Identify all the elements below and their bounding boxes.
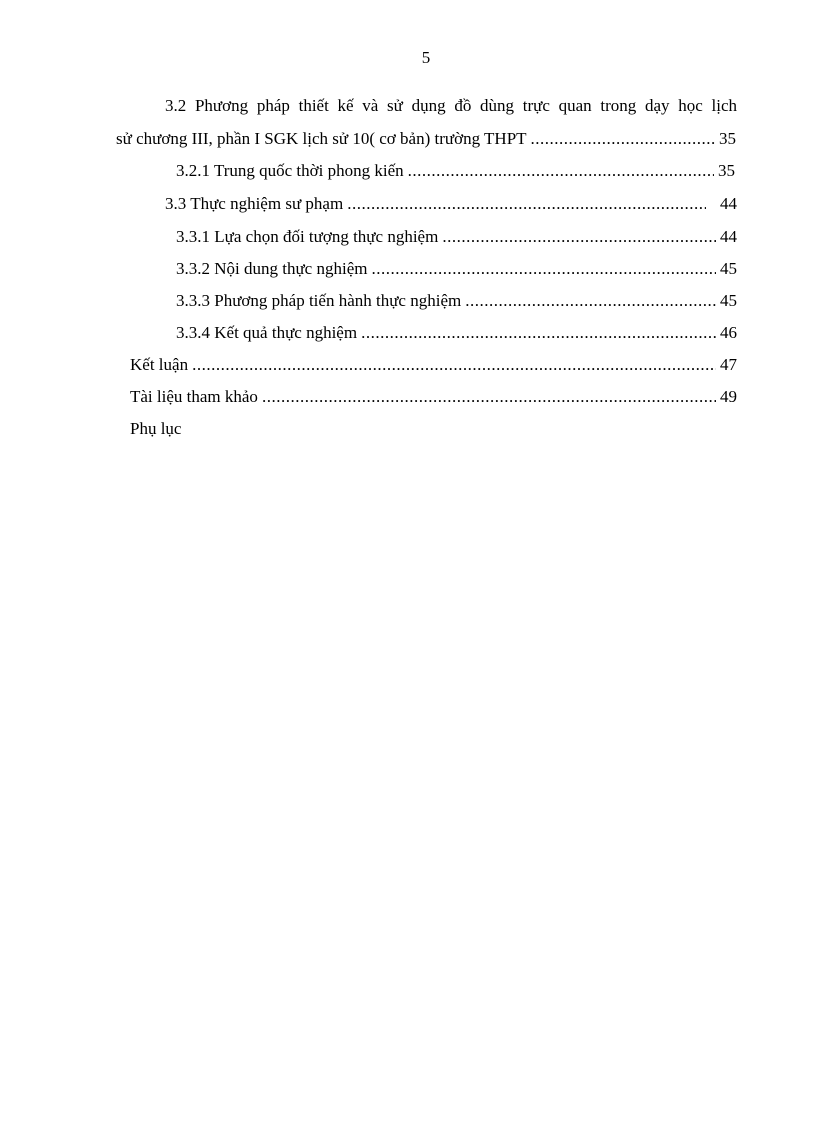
toc-entry-3-2-line1: 3.2 Phương pháp thiết kế và sử dụng đồ dùng trực quan trong dạy học lịch (165, 96, 737, 115)
toc-leader-dots (442, 226, 716, 248)
toc-entry-phu-luc[interactable] (130, 418, 181, 440)
toc-leader-dots (361, 322, 716, 344)
toc-entry-ket-luan[interactable] (130, 354, 737, 376)
toc-entry-3-3[interactable] (165, 193, 737, 215)
toc-entry-page: 44 (720, 227, 737, 246)
toc-entry-label: 3.3.2 Nội dung thực nghiệm (176, 259, 368, 278)
toc-entry-3-2-1[interactable] (176, 160, 735, 182)
toc-leader-dots (408, 160, 714, 182)
toc-entry-tai-lieu[interactable] (130, 386, 737, 408)
toc-entry-3-3-4[interactable] (176, 322, 737, 344)
toc-entry-page: 45 (720, 259, 737, 278)
toc-entry-page: 35 (719, 129, 736, 148)
toc-entry-label: 3.3 Thực nghiệm sư phạm (165, 194, 344, 213)
toc-leader-dots (371, 258, 716, 280)
toc-entry-label: Phụ lục (130, 419, 182, 438)
toc-entry-page: 49 (720, 387, 737, 406)
toc-entry-label: 3.3.4 Kết quả thực nghiệm (176, 323, 358, 342)
toc-entry-label: 3.2.1 Trung quốc thời phong kiến (176, 161, 404, 180)
toc-entry-label: 3.3.3 Phương pháp tiến hành thực nghiệm (176, 291, 462, 310)
toc-leader-dots (465, 290, 716, 312)
toc-entry-page: 45 (720, 291, 737, 310)
toc-leader-dots (192, 354, 716, 376)
page-number: 5 (421, 48, 431, 67)
toc-leader-dots (531, 128, 715, 150)
toc-entry-3-3-3[interactable] (176, 290, 737, 312)
toc-entry-label: 3.3.1 Lựa chọn đối tượng thực nghiệm (176, 227, 439, 246)
toc-entry-page: 44 (720, 194, 737, 213)
toc-entry-3-3-2[interactable] (176, 258, 737, 280)
toc-entry-3-2-line2 (116, 128, 736, 150)
toc-entry-page: 47 (720, 355, 737, 374)
toc-entry-page: 46 (720, 323, 737, 342)
toc-entry-label: sử chương III, phần I SGK lịch sử 10( cơ bản) trường THPT (116, 129, 527, 148)
toc-leader-dots (262, 386, 716, 408)
toc-entry-3-3-1[interactable] (176, 226, 737, 248)
toc-entry-label: Kết luận (130, 355, 189, 374)
toc-entry-page: 35 (718, 161, 735, 180)
toc-leader-dots (347, 193, 706, 215)
toc-entry-label: Tài liệu tham khảo (130, 387, 258, 406)
